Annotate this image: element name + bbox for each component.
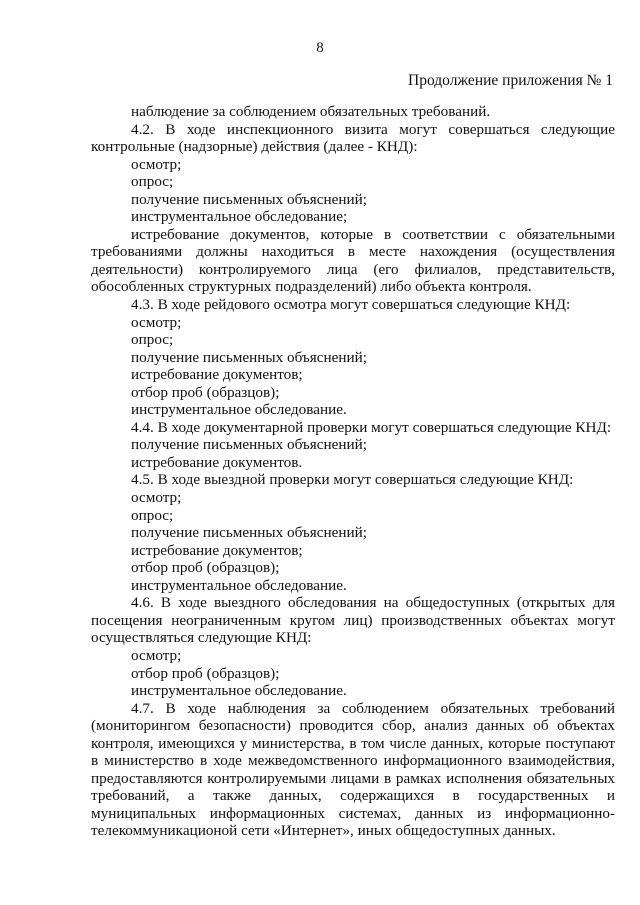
text-line: 4.6. В ходе выездного обследования на общедоступных (открытых для bbox=[131, 594, 615, 612]
text-line: инструментальное обследование; bbox=[131, 208, 348, 226]
text-line: отбор проб (образцов); bbox=[131, 664, 280, 682]
text-line: осмотр; bbox=[131, 489, 182, 507]
text-line: контрольные (надзорные) действия (далее - КНД): bbox=[91, 138, 418, 156]
text-line: обособленных структурных подразделений) либо объекта контроля. bbox=[91, 278, 532, 296]
text-line: опрос; bbox=[131, 173, 174, 191]
page-number: 8 bbox=[316, 40, 324, 56]
text-line: инструментальное обследование. bbox=[131, 401, 347, 419]
text-line: инструментальное обследование. bbox=[131, 576, 347, 594]
text-line: телекоммуникационой сети «Интернет», иных общедоступных данных. bbox=[91, 822, 556, 840]
text-line: 4.7. В ходе наблюдения за соблюдением обязательных требований bbox=[131, 699, 615, 717]
text-line: истребование документов, которые в соответствии с обязательными bbox=[131, 225, 615, 243]
text-line: в министерство в ходе межведомственного информационного взаимодействия, bbox=[91, 752, 615, 770]
text-line: осмотр; bbox=[131, 646, 182, 664]
text-line: контроля, имеющихся у министерства, в том числе данных, которые поступают bbox=[91, 734, 615, 752]
document-body bbox=[91, 103, 615, 840]
text-line: опрос; bbox=[131, 506, 174, 524]
text-line: осуществляться следующие КНД: bbox=[91, 629, 312, 647]
text-line: истребование документов; bbox=[131, 366, 303, 384]
text-line: осмотр; bbox=[131, 155, 182, 173]
appendix-continuation-note: Продолжение приложения № 1 bbox=[408, 72, 613, 89]
text-line: предоставляются контролируемыми лицами в рамках исполнения обязательных bbox=[91, 769, 615, 787]
text-line: инструментальное обследование. bbox=[131, 682, 347, 700]
text-line: истребование документов; bbox=[131, 541, 303, 559]
text-line: наблюдение за соблюдением обязательных требований. bbox=[131, 103, 491, 120]
text-line: требований, а также данных, содержащихся в государственных и bbox=[91, 787, 615, 805]
text-line: 4.5. В ходе выездной проверки могут совершаться следующие КНД: bbox=[131, 471, 574, 489]
text-line: посещения неограниченным кругом лиц) производственных объектах могут bbox=[91, 611, 615, 629]
text-line: отбор проб (образцов); bbox=[131, 559, 280, 577]
text-line: истребование документов. bbox=[131, 453, 303, 471]
text-line: муниципальных информационных системах, данных из информационно- bbox=[91, 804, 615, 822]
text-line: требованиями должны находиться в месте нахождения (осуществления bbox=[91, 243, 615, 261]
text-line: 4.3. В ходе рейдового осмотра могут совершаться следующие КНД: bbox=[131, 296, 571, 314]
text-line: опрос; bbox=[131, 331, 174, 349]
text-line: получение письменных объяснений; bbox=[131, 436, 367, 454]
text-line: получение письменных объяснений; bbox=[131, 348, 367, 366]
text-line: получение письменных объяснений; bbox=[131, 190, 367, 208]
text-line: 4.4. В ходе документарной проверки могут совершаться следующие КНД: bbox=[131, 418, 612, 436]
text-line: (мониторингом безопасности) проводится сбор, анализ данных об объектах bbox=[91, 717, 615, 735]
text-line: 4.2. В ходе инспекционного визита могут совершаться следующие bbox=[131, 120, 615, 138]
text-line: осмотр; bbox=[131, 313, 182, 331]
text-line: деятельности) контролируемого лица (его филиалов, представительств, bbox=[91, 260, 615, 278]
text-line: получение письменных объяснений; bbox=[131, 524, 367, 542]
text-line: отбор проб (образцов); bbox=[131, 383, 280, 401]
